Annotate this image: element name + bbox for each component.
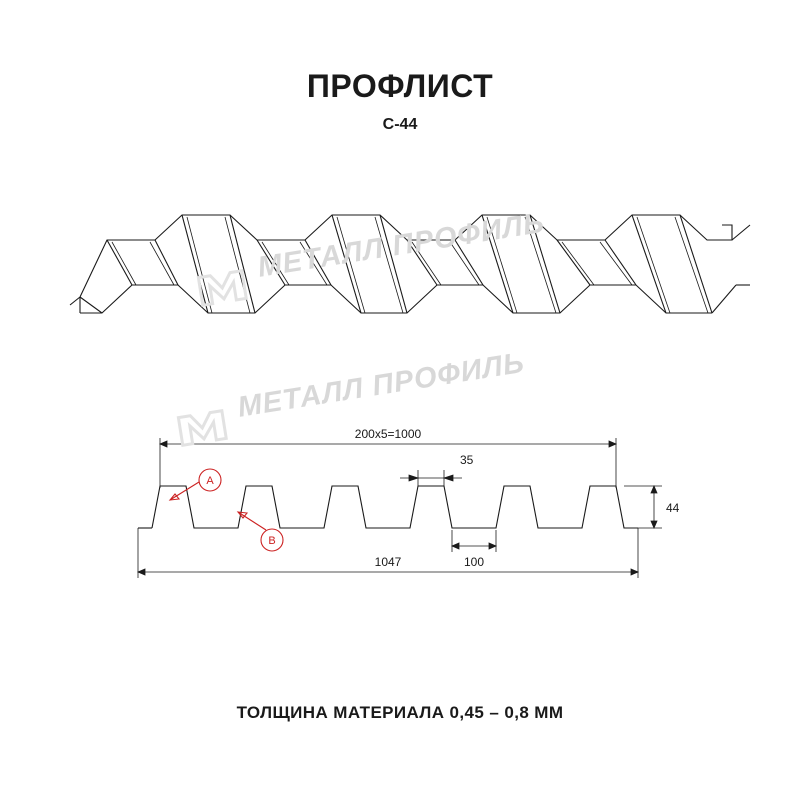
callout-b-label: B (268, 535, 276, 547)
dimension-rib-base-width (452, 530, 496, 552)
dimension-height (624, 486, 662, 528)
page-title: ПРОФЛИСТ (306, 68, 494, 104)
profile-model-label: С-44 (382, 116, 418, 133)
watermark-text-top: МЕТАЛЛ ПРОФИЛЬ (255, 206, 547, 284)
dimension-pitch-total-label: 200х5=1000 (354, 427, 422, 441)
cross-section-profile-view (130, 420, 690, 600)
dimension-rib-top-width-label: 35 (460, 453, 474, 467)
dimension-height-label: 44 (666, 501, 680, 515)
dimension-pitch-total (160, 438, 616, 488)
callout-a (170, 469, 221, 500)
dimension-overall-width (138, 528, 638, 578)
dimension-overall-width-label: 1047 (374, 555, 402, 569)
dimension-rib-top-width (400, 470, 462, 486)
isometric-profile-view (60, 185, 750, 350)
callout-b (238, 512, 283, 551)
dimension-rib-base-width-label: 100 (463, 555, 485, 569)
material-thickness-note: ТОЛЩИНА МАТЕРИАЛА 0,45 – 0,8 ММ (236, 703, 564, 722)
watermark-text-bottom: МЕТАЛЛ ПРОФИЛЬ (235, 346, 527, 424)
callout-a-label: A (206, 475, 214, 487)
